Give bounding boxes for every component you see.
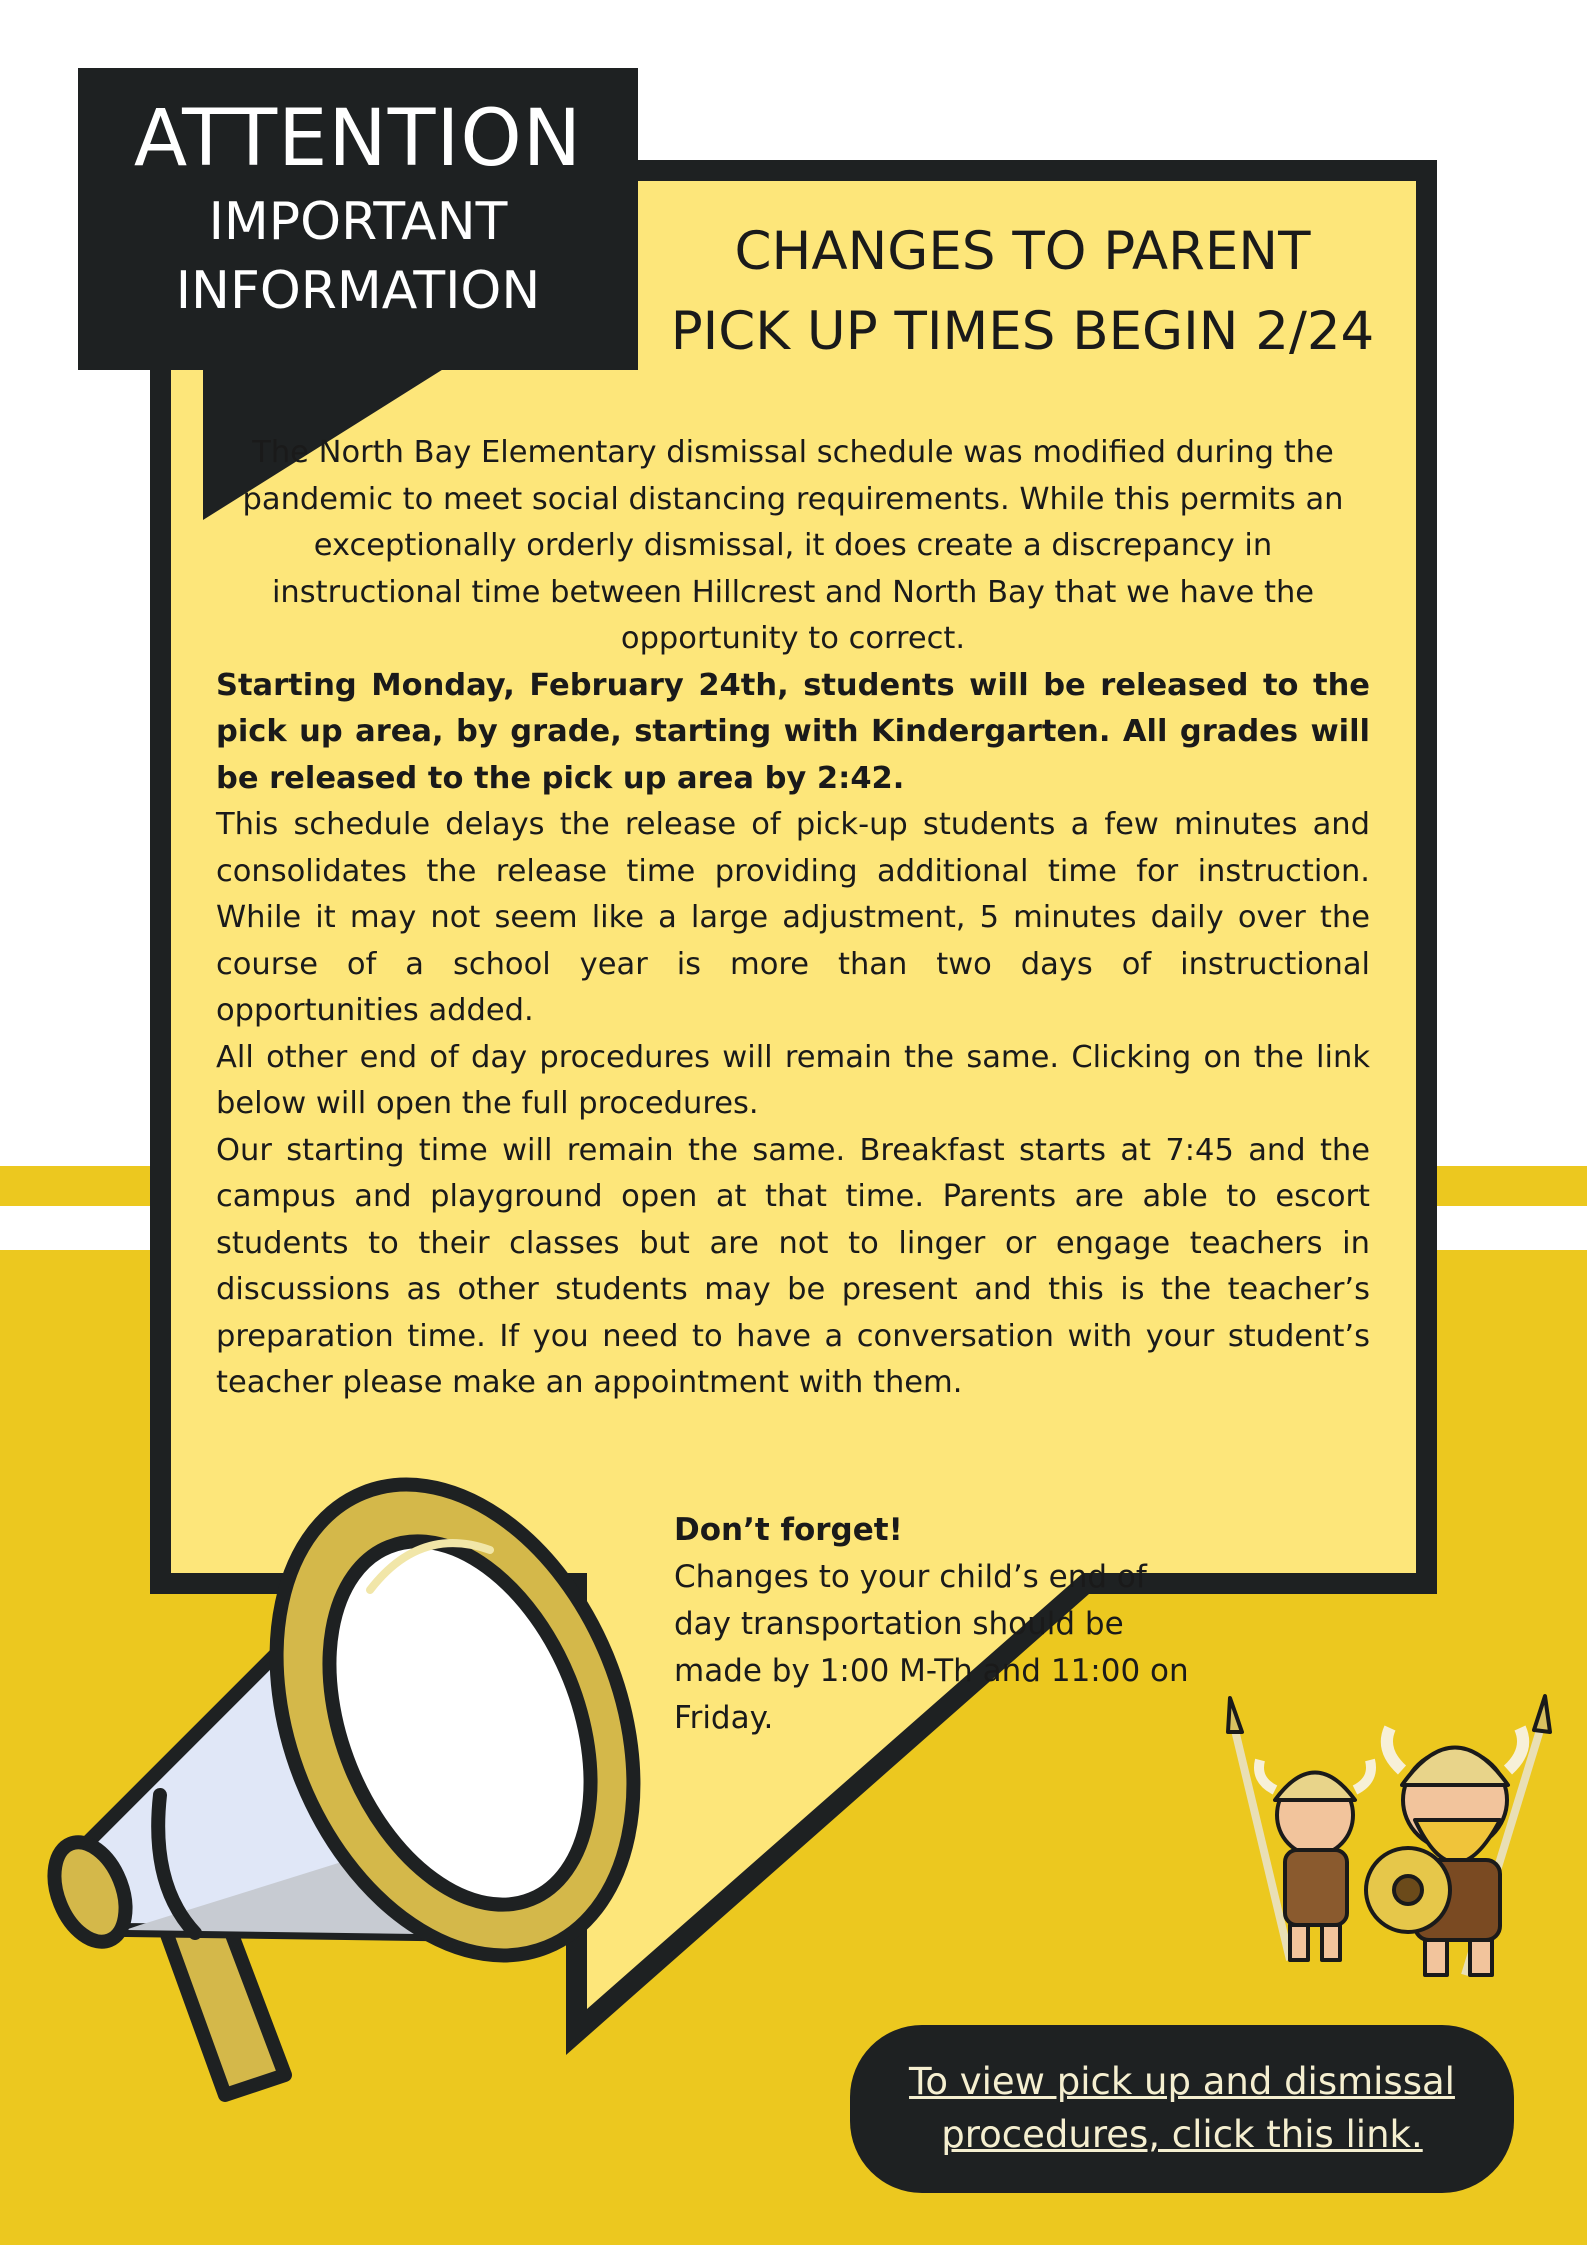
viking-mascot-icon [1220, 1690, 1560, 1990]
reminder-text: Changes to your child’s end of day transportation should be made by 1:00 M-Th and 11:00 on Friday. [674, 1559, 1189, 1736]
bold-notice-paragraph: Starting Monday, February 24th, students will be released to the pick up area, by grade, starting with Kindergarten. All grades will be released to the pick up area by 2:42. [216, 667, 1370, 796]
headline-line-2: PICK UP TIMES BEGIN 2/24 [670, 300, 1375, 362]
procedures-paragraph: All other end of day procedures will remain the same. Clicking on the link below will open the full procedures. [216, 1039, 1370, 1121]
megaphone-icon [20, 1455, 680, 2115]
intro-paragraph: The North Bay Elementary dismissal schedule was modified during the pandemic to meet social distancing requirements. While this permits an exceptionally orderly dismissal, it does create a discrepancy in instructional time between Hillcrest and North Bay that we have the opportunity to correct. [242, 435, 1344, 656]
announcement-body [216, 430, 1370, 1407]
procedures-link[interactable]: To view pick up and dismissal procedures, click this link. [909, 2060, 1455, 2156]
reminder-box [674, 1507, 1194, 1742]
attention-header [78, 68, 638, 370]
start-time-paragraph: Our starting time will remain the same. Breakfast starts at 7:45 and the campus and playground open at that time. Parents are able to escort students to their classes but are not to linger or engage teachers in discussions as other students may be present and this is the teacher’s preparation time. If you need to have a conversation with your student’s teacher please make an appointment with them. [216, 1132, 1370, 1400]
attention-title: ATTENTION [133, 94, 583, 184]
reminder-title: Don’t forget! [674, 1512, 903, 1548]
page-headline [645, 212, 1400, 371]
important-label: IMPORTANT [208, 192, 508, 252]
procedures-link-button[interactable] [850, 2025, 1514, 2193]
schedule-paragraph: This schedule delays the release of pick-up students a few minutes and consolidates the release time providing additional time for instruction. While it may not seem like a large adjustment, 5 minutes daily over the course of a school year is more than two days of instructional opportunities added. [216, 807, 1370, 1028]
headline-line-1: CHANGES TO PARENT [734, 221, 1311, 282]
information-label: INFORMATION [175, 260, 541, 321]
